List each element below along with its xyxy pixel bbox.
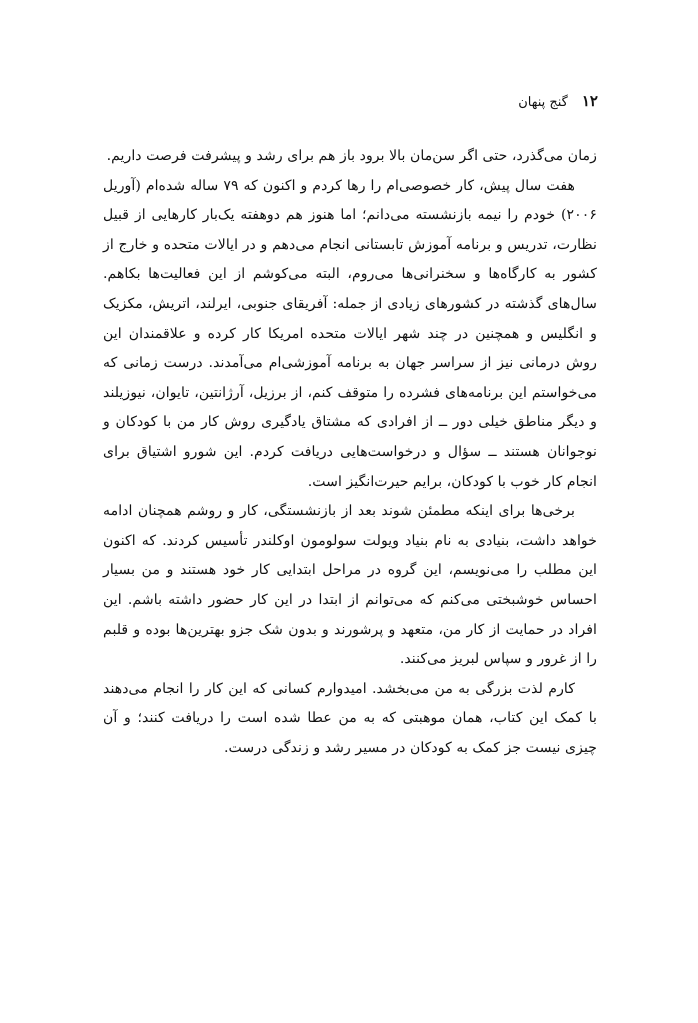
paragraph-4: کارم لذت بزرگی به من می‌بخشد. امیدوارم کسانی که این کار را انجام می‌دهند با کمک این کتاب، همان موهبتی که به من عطا شده است را دریافت کنند؛ و آن چیزی نیست جز کمک به کودکان در مسیر رشد و زندگی درست. — [103, 680, 597, 756]
running-title: گنج پنهان — [518, 95, 568, 110]
body-text — [103, 142, 597, 763]
paragraph-1: زمان می‌گذرد، حتی اگر سن‌مان بالا برود باز هم برای رشد و پیشرفت فرصت داریم. — [106, 148, 597, 164]
paragraph-3: برخی‌ها برای اینکه مطمئن شوند بعد از بازنشستگی، کار و روشم همچنان ادامه خواهد داشت، بنیادی به نام بنیاد ویولت سولومون اوکلندر تأسیس کردند. که اکنون این مطلب را می‌نویسم، این گروه در مراحل ابتدایی کار خود هستند و من بسیار احساس خوشبختی می‌کنم که می‌توانم از ابتدا در این کار حضور داشته باشم. این افراد در حمایت از کار من، متعهد و پرشورند و بدون شک جزو بهترین‌ها بوده و قلبم را از غرور و سپاس لبریز می‌کنند. — [103, 503, 597, 668]
running-header — [518, 92, 598, 110]
paragraph-2: هفت سال پیش، کار خصوصی‌ام را رها کردم و اکنون که ۷۹ ساله شده‌ام (آوریل ۲۰۰۶) خودم را نیمه بازنشسته می‌دانم؛ اما هنوز هم دوهفته یک‌بار کارهایی از قبیل نظارت، تدریس و برنامه آموزش تابستانی انجام می‌دهم و در ایالات متحده و خارج از کشور به کارگاه‌ها و سخنرانی‌ها می‌روم، البته می‌کوشم از این فعالیت‌ها بکاهم. سال‌های گذشته در کشورهای زیادی از جمله: آفریقای جنوبی، ایرلند، اتریش، مکزیک و انگلیس و همچنین در چند شهر ایالات متحده امریکا کار کرده و علاقمندان این روش درمانی نیز از سراسر جهان به برنامه آموزشی‌ام می‌آمدند. درست زمانی که می‌خواستم این برنامه‌های فشرده را متوقف کنم، از برزیل، آرژانتین، تایوان، نیوزیلند و دیگر مناطق خیلی دور ــ از افرادی که مشتاق یادگیری روش کار من با کودکان و نوجوانان هستند ــ سؤال و درخواست‌هایی دریافت کردم. این شورو اشتیاق برای انجام کار خوب با کودکان، برایم حیرت‌انگیز است. — [103, 177, 597, 490]
page-number: ۱۲ — [581, 92, 598, 110]
